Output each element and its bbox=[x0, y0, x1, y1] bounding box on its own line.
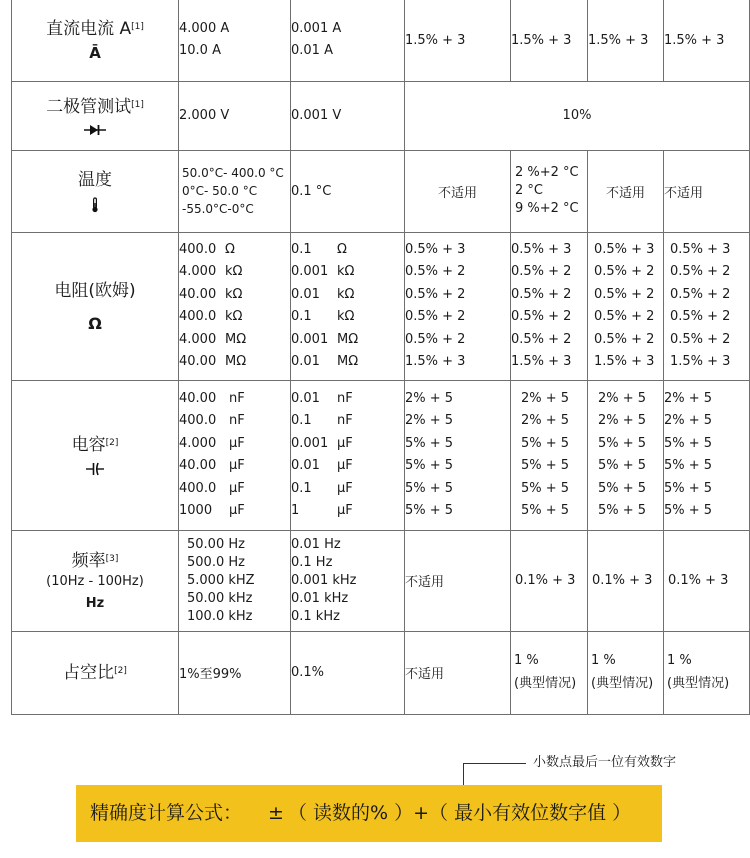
function-name: 直流电流 A bbox=[46, 19, 132, 40]
resolution-value: 0.01 kΩ bbox=[291, 286, 355, 302]
resolution-cell: 0.01 Hz 0.1 Hz 0.001 kHz 0.01 kHz 0.1 kHz bbox=[291, 530, 405, 631]
footnote-mark: [3] bbox=[105, 554, 119, 564]
range-value: 400.0 μF bbox=[179, 480, 245, 496]
function-cell bbox=[12, 530, 179, 631]
range-cell bbox=[179, 150, 291, 232]
row-duty-cycle bbox=[12, 631, 750, 714]
resolution-value: 0.001 A bbox=[291, 20, 342, 36]
plus-minus-sign: ± bbox=[268, 802, 284, 824]
resolution-value: 0.1 nF bbox=[291, 413, 353, 428]
resolution-value: 0.01 μF bbox=[291, 458, 353, 473]
thermometer-icon bbox=[91, 197, 99, 213]
accuracy-value: 9 %+2 °C bbox=[515, 201, 579, 216]
function-name: 频率 bbox=[71, 551, 106, 571]
range-cell bbox=[179, 0, 291, 81]
ohm-symbol: Ω bbox=[88, 313, 102, 333]
range-value: 4.000 A bbox=[179, 20, 230, 36]
range-value: 4.000 μF bbox=[179, 435, 245, 451]
accuracy-cell: 不适用 bbox=[588, 150, 664, 232]
resolution-cell: 0.1% bbox=[291, 631, 405, 714]
formula-expression: （ 读数的% ）+（ 最小有效位数字值 ） bbox=[288, 802, 632, 824]
resolution-cell: 0.001 V bbox=[291, 81, 405, 150]
resolution-cell bbox=[291, 0, 405, 81]
function-cell bbox=[12, 0, 179, 81]
function-cell bbox=[12, 631, 179, 714]
range-value: 40.00 μF bbox=[179, 458, 245, 473]
footnote-mark: [1] bbox=[131, 99, 144, 110]
accuracy-cell: 2% + 5 2% + 5 5% + 5 5% + 5 5% + 5 5% + 5 bbox=[511, 380, 588, 530]
accuracy-cell: 10% bbox=[405, 81, 750, 150]
capacitor-icon bbox=[86, 462, 104, 476]
resolution-value: 0.1 μF bbox=[291, 480, 353, 496]
accuracy-cell: 不适用 bbox=[405, 150, 511, 232]
accuracy-cell: 不适用 bbox=[405, 631, 511, 714]
range-value: 400.0 nF bbox=[179, 413, 245, 428]
range-value: 4.000 MΩ bbox=[179, 331, 247, 347]
range-value: 4.000 kΩ bbox=[179, 264, 243, 279]
range-value: 1000 μF bbox=[179, 503, 245, 518]
row-resistance bbox=[12, 232, 750, 380]
accuracy-cell: 不适用 bbox=[664, 150, 750, 232]
accuracy-cell: 1 % (典型情况) bbox=[588, 631, 664, 714]
range-cell: 2.000 V bbox=[179, 81, 291, 150]
range-value: 40.00 nF bbox=[179, 390, 245, 406]
range-cell: 1%至99% bbox=[179, 631, 291, 714]
spec-table bbox=[11, 0, 750, 715]
function-name: 电阻(欧姆) bbox=[54, 280, 136, 301]
range-value: 10.0 A bbox=[179, 43, 221, 59]
function-name: 占空比 bbox=[63, 662, 115, 683]
formula-banner bbox=[76, 785, 662, 842]
range-cell bbox=[179, 232, 291, 380]
range-value: -55.0°C-0°C bbox=[182, 202, 254, 216]
formula-label: 精确度计算公式： bbox=[90, 802, 243, 824]
accuracy-cell: 2% + 5 2% + 5 5% + 5 5% + 5 5% + 5 5% + 5 bbox=[664, 380, 750, 530]
footnote-mark: [2] bbox=[114, 665, 127, 676]
accuracy-cell: 0.1% + 3 bbox=[588, 530, 664, 631]
accuracy-cell: 2% + 5 2% + 5 5% + 5 5% + 5 5% + 5 5% + 5 bbox=[588, 380, 664, 530]
range-cell bbox=[179, 380, 291, 530]
accuracy-cell: 2% + 5 2% + 5 5% + 5 5% + 5 5% + 5 5% + 5 bbox=[405, 380, 511, 530]
resolution-cell bbox=[291, 380, 405, 530]
function-name: 温度 bbox=[78, 170, 112, 190]
resolution-value: 0.001 μF bbox=[291, 435, 353, 451]
range-value: 40.00 kΩ bbox=[179, 286, 243, 302]
accuracy-cell: 1.5% + 3 bbox=[511, 0, 588, 81]
row-diode bbox=[12, 81, 750, 150]
resolution-cell bbox=[291, 232, 405, 380]
accuracy-value: 2 %+2 °C bbox=[515, 165, 579, 180]
accuracy-cell: 1 % (典型情况) bbox=[664, 631, 750, 714]
range-cell: 50.00 Hz 500.0 Hz 5.000 kHZ 50.00 kHz 100.0 kHz bbox=[179, 530, 291, 631]
resolution-cell: 0.1 °C bbox=[291, 150, 405, 232]
range-value: 50.0°C- 400.0 °C bbox=[182, 166, 284, 180]
accuracy-cell: 0.5% + 3 0.5% + 2 0.5% + 2 0.5% + 2 0.5% + 2 1.5% + 3 bbox=[664, 232, 750, 380]
accuracy-cell: 1.5% + 3 bbox=[664, 0, 750, 81]
footnote-mark: [1] bbox=[131, 22, 144, 33]
range-value: 0°C- 50.0 °C bbox=[182, 184, 258, 198]
dc-current-symbol: Ā bbox=[89, 44, 101, 63]
accuracy-cell: 1 % (典型情况) bbox=[511, 631, 588, 714]
accuracy-cell: 0.5% + 3 0.5% + 2 0.5% + 2 0.5% + 2 0.5% + 2 1.5% + 3 bbox=[588, 232, 664, 380]
frequency-range-note: (10Hz - 100Hz) bbox=[46, 574, 144, 589]
range-value: 400.0 Ω bbox=[179, 241, 235, 257]
resolution-value: 0.01 nF bbox=[291, 390, 353, 406]
annotation-text: 小数点最后一位有效数字 bbox=[533, 755, 677, 770]
accuracy-cell: 1.5% + 3 bbox=[588, 0, 664, 81]
annotation-leader-line bbox=[463, 763, 526, 786]
resolution-value: 0.01 A bbox=[291, 43, 333, 59]
function-name: 二极管测试 bbox=[46, 96, 132, 117]
accuracy-cell: 0.5% + 3 0.5% + 2 0.5% + 2 0.5% + 2 0.5% + 2 1.5% + 3 bbox=[511, 232, 588, 380]
footnote-mark: [2] bbox=[105, 438, 119, 448]
resolution-value: 0.1 kΩ bbox=[291, 309, 355, 324]
resolution-value: 0.001 kΩ bbox=[291, 264, 355, 279]
resolution-value: 0.01 MΩ bbox=[291, 354, 359, 369]
row-temperature bbox=[12, 150, 750, 232]
accuracy-value: 2 °C bbox=[515, 183, 543, 198]
accuracy-cell: 0.1% + 3 bbox=[511, 530, 588, 631]
function-cell bbox=[12, 150, 179, 232]
range-value: 40.00 MΩ bbox=[179, 354, 247, 369]
row-frequency bbox=[12, 530, 750, 631]
resolution-value: 0.001 MΩ bbox=[291, 331, 359, 347]
function-cell bbox=[12, 232, 179, 380]
function-cell bbox=[12, 81, 179, 150]
row-capacitance bbox=[12, 380, 750, 530]
accuracy-cell: 0.5% + 3 0.5% + 2 0.5% + 2 0.5% + 2 0.5% + 2 1.5% + 3 bbox=[405, 232, 511, 380]
accuracy-cell bbox=[511, 150, 588, 232]
function-cell bbox=[12, 380, 179, 530]
hz-unit: Hz bbox=[85, 596, 105, 611]
row-dc-current bbox=[12, 0, 750, 81]
accuracy-cell: 1.5% + 3 bbox=[405, 0, 511, 81]
accuracy-cell: 不适用 bbox=[405, 530, 511, 631]
resolution-value: 1 μF bbox=[291, 503, 353, 518]
function-name: 电容 bbox=[71, 435, 106, 455]
diode-icon bbox=[84, 124, 106, 136]
resolution-value: 0.1 Ω bbox=[291, 241, 347, 257]
accuracy-cell: 0.1% + 3 bbox=[664, 530, 750, 631]
range-value: 400.0 kΩ bbox=[179, 309, 243, 324]
